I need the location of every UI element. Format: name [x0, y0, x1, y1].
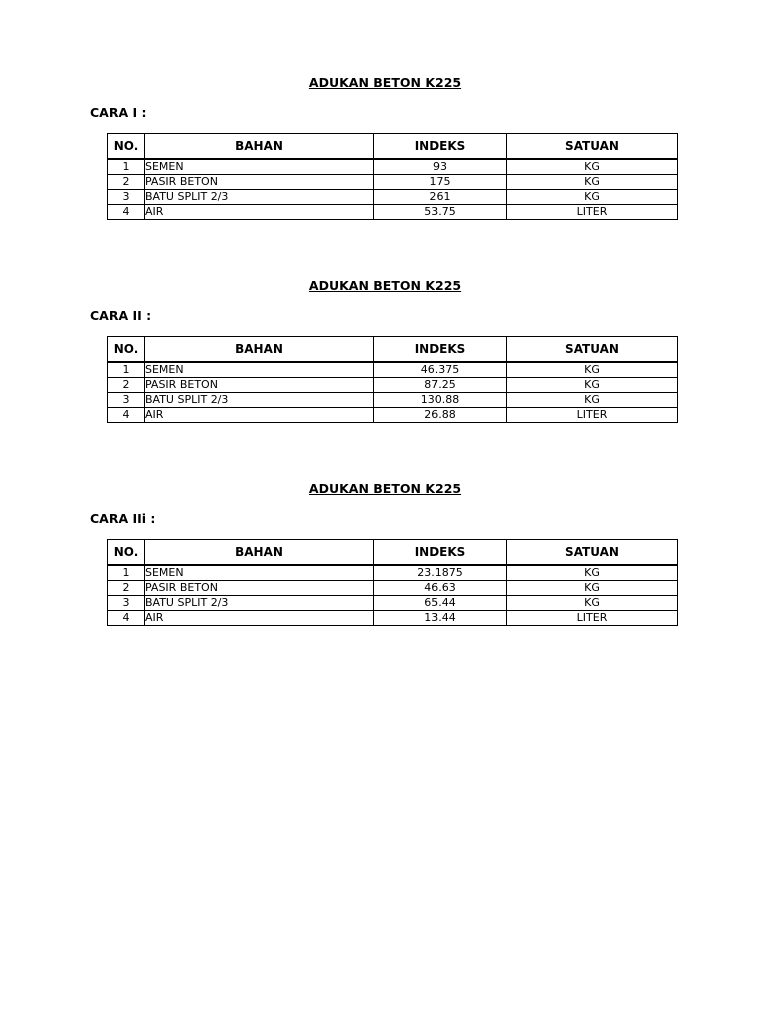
cell-bahan: PASIR BETON: [145, 378, 374, 393]
cell-indeks: 87.25: [374, 378, 507, 393]
header-no: NO.: [108, 540, 145, 566]
cell-indeks: 26.88: [374, 408, 507, 423]
cell-bahan: SEMEN: [145, 159, 374, 175]
method-label: CARA II :: [90, 308, 152, 323]
header-indeks: INDEKS: [374, 540, 507, 566]
cell-satuan: KG: [507, 378, 678, 393]
table-row: [108, 596, 678, 611]
cell-satuan: KG: [507, 175, 678, 190]
cell-no: 3: [108, 596, 145, 611]
table-row: [108, 378, 678, 393]
cell-indeks: 46.375: [374, 362, 507, 378]
cell-no: 4: [108, 205, 145, 220]
cell-satuan: KG: [507, 596, 678, 611]
header-no: NO.: [108, 337, 145, 363]
cell-satuan: LITER: [507, 611, 678, 626]
cell-indeks: 13.44: [374, 611, 507, 626]
cell-no: 2: [108, 581, 145, 596]
cell-satuan: LITER: [507, 205, 678, 220]
cell-bahan: BATU SPLIT 2/3: [145, 393, 374, 408]
cell-no: 3: [108, 393, 145, 408]
cell-indeks: 65.44: [374, 596, 507, 611]
cell-no: 2: [108, 378, 145, 393]
cell-satuan: KG: [507, 362, 678, 378]
cell-bahan: SEMEN: [145, 565, 374, 581]
cell-no: 4: [108, 611, 145, 626]
table-header-row: [108, 337, 678, 363]
cell-indeks: 23.1875: [374, 565, 507, 581]
table-row: [108, 362, 678, 378]
table-header-row: [108, 134, 678, 160]
cell-bahan: SEMEN: [145, 362, 374, 378]
section-title: ADUKAN BETON K225: [308, 75, 462, 90]
cell-bahan: BATU SPLIT 2/3: [145, 190, 374, 205]
header-bahan: BAHAN: [145, 540, 374, 566]
method-label: CARA IIi :: [90, 511, 156, 526]
table-header-row: [108, 540, 678, 566]
section-title: ADUKAN BETON K225: [308, 278, 462, 293]
cell-bahan: AIR: [145, 408, 374, 423]
cell-indeks: 175: [374, 175, 507, 190]
section-title: ADUKAN BETON K225: [308, 481, 462, 496]
header-satuan: SATUAN: [507, 540, 678, 566]
cell-no: 1: [108, 565, 145, 581]
cell-indeks: 46.63: [374, 581, 507, 596]
table-row: [108, 581, 678, 596]
table-row: [108, 393, 678, 408]
cell-bahan: PASIR BETON: [145, 581, 374, 596]
cell-no: 1: [108, 159, 145, 175]
header-no: NO.: [108, 134, 145, 160]
cell-bahan: AIR: [145, 611, 374, 626]
header-indeks: INDEKS: [374, 337, 507, 363]
materials-table: [107, 539, 678, 626]
cell-satuan: KG: [507, 581, 678, 596]
cell-satuan: LITER: [507, 408, 678, 423]
table-row: [108, 159, 678, 175]
table-row: [108, 190, 678, 205]
cell-no: 3: [108, 190, 145, 205]
table-row: [108, 611, 678, 626]
cell-indeks: 53.75: [374, 205, 507, 220]
table-row: [108, 205, 678, 220]
materials-table: [107, 336, 678, 423]
cell-indeks: 261: [374, 190, 507, 205]
table-row: [108, 565, 678, 581]
materials-table: [107, 133, 678, 220]
header-satuan: SATUAN: [507, 134, 678, 160]
header-indeks: INDEKS: [374, 134, 507, 160]
cell-no: 1: [108, 362, 145, 378]
cell-satuan: KG: [507, 159, 678, 175]
cell-indeks: 130.88: [374, 393, 507, 408]
cell-satuan: KG: [507, 393, 678, 408]
cell-no: 4: [108, 408, 145, 423]
table-row: [108, 175, 678, 190]
cell-no: 2: [108, 175, 145, 190]
cell-indeks: 93: [374, 159, 507, 175]
cell-bahan: BATU SPLIT 2/3: [145, 596, 374, 611]
cell-bahan: AIR: [145, 205, 374, 220]
table-row: [108, 408, 678, 423]
header-bahan: BAHAN: [145, 134, 374, 160]
cell-satuan: KG: [507, 565, 678, 581]
header-satuan: SATUAN: [507, 337, 678, 363]
header-bahan: BAHAN: [145, 337, 374, 363]
cell-satuan: KG: [507, 190, 678, 205]
cell-bahan: PASIR BETON: [145, 175, 374, 190]
method-label: CARA I :: [90, 105, 147, 120]
